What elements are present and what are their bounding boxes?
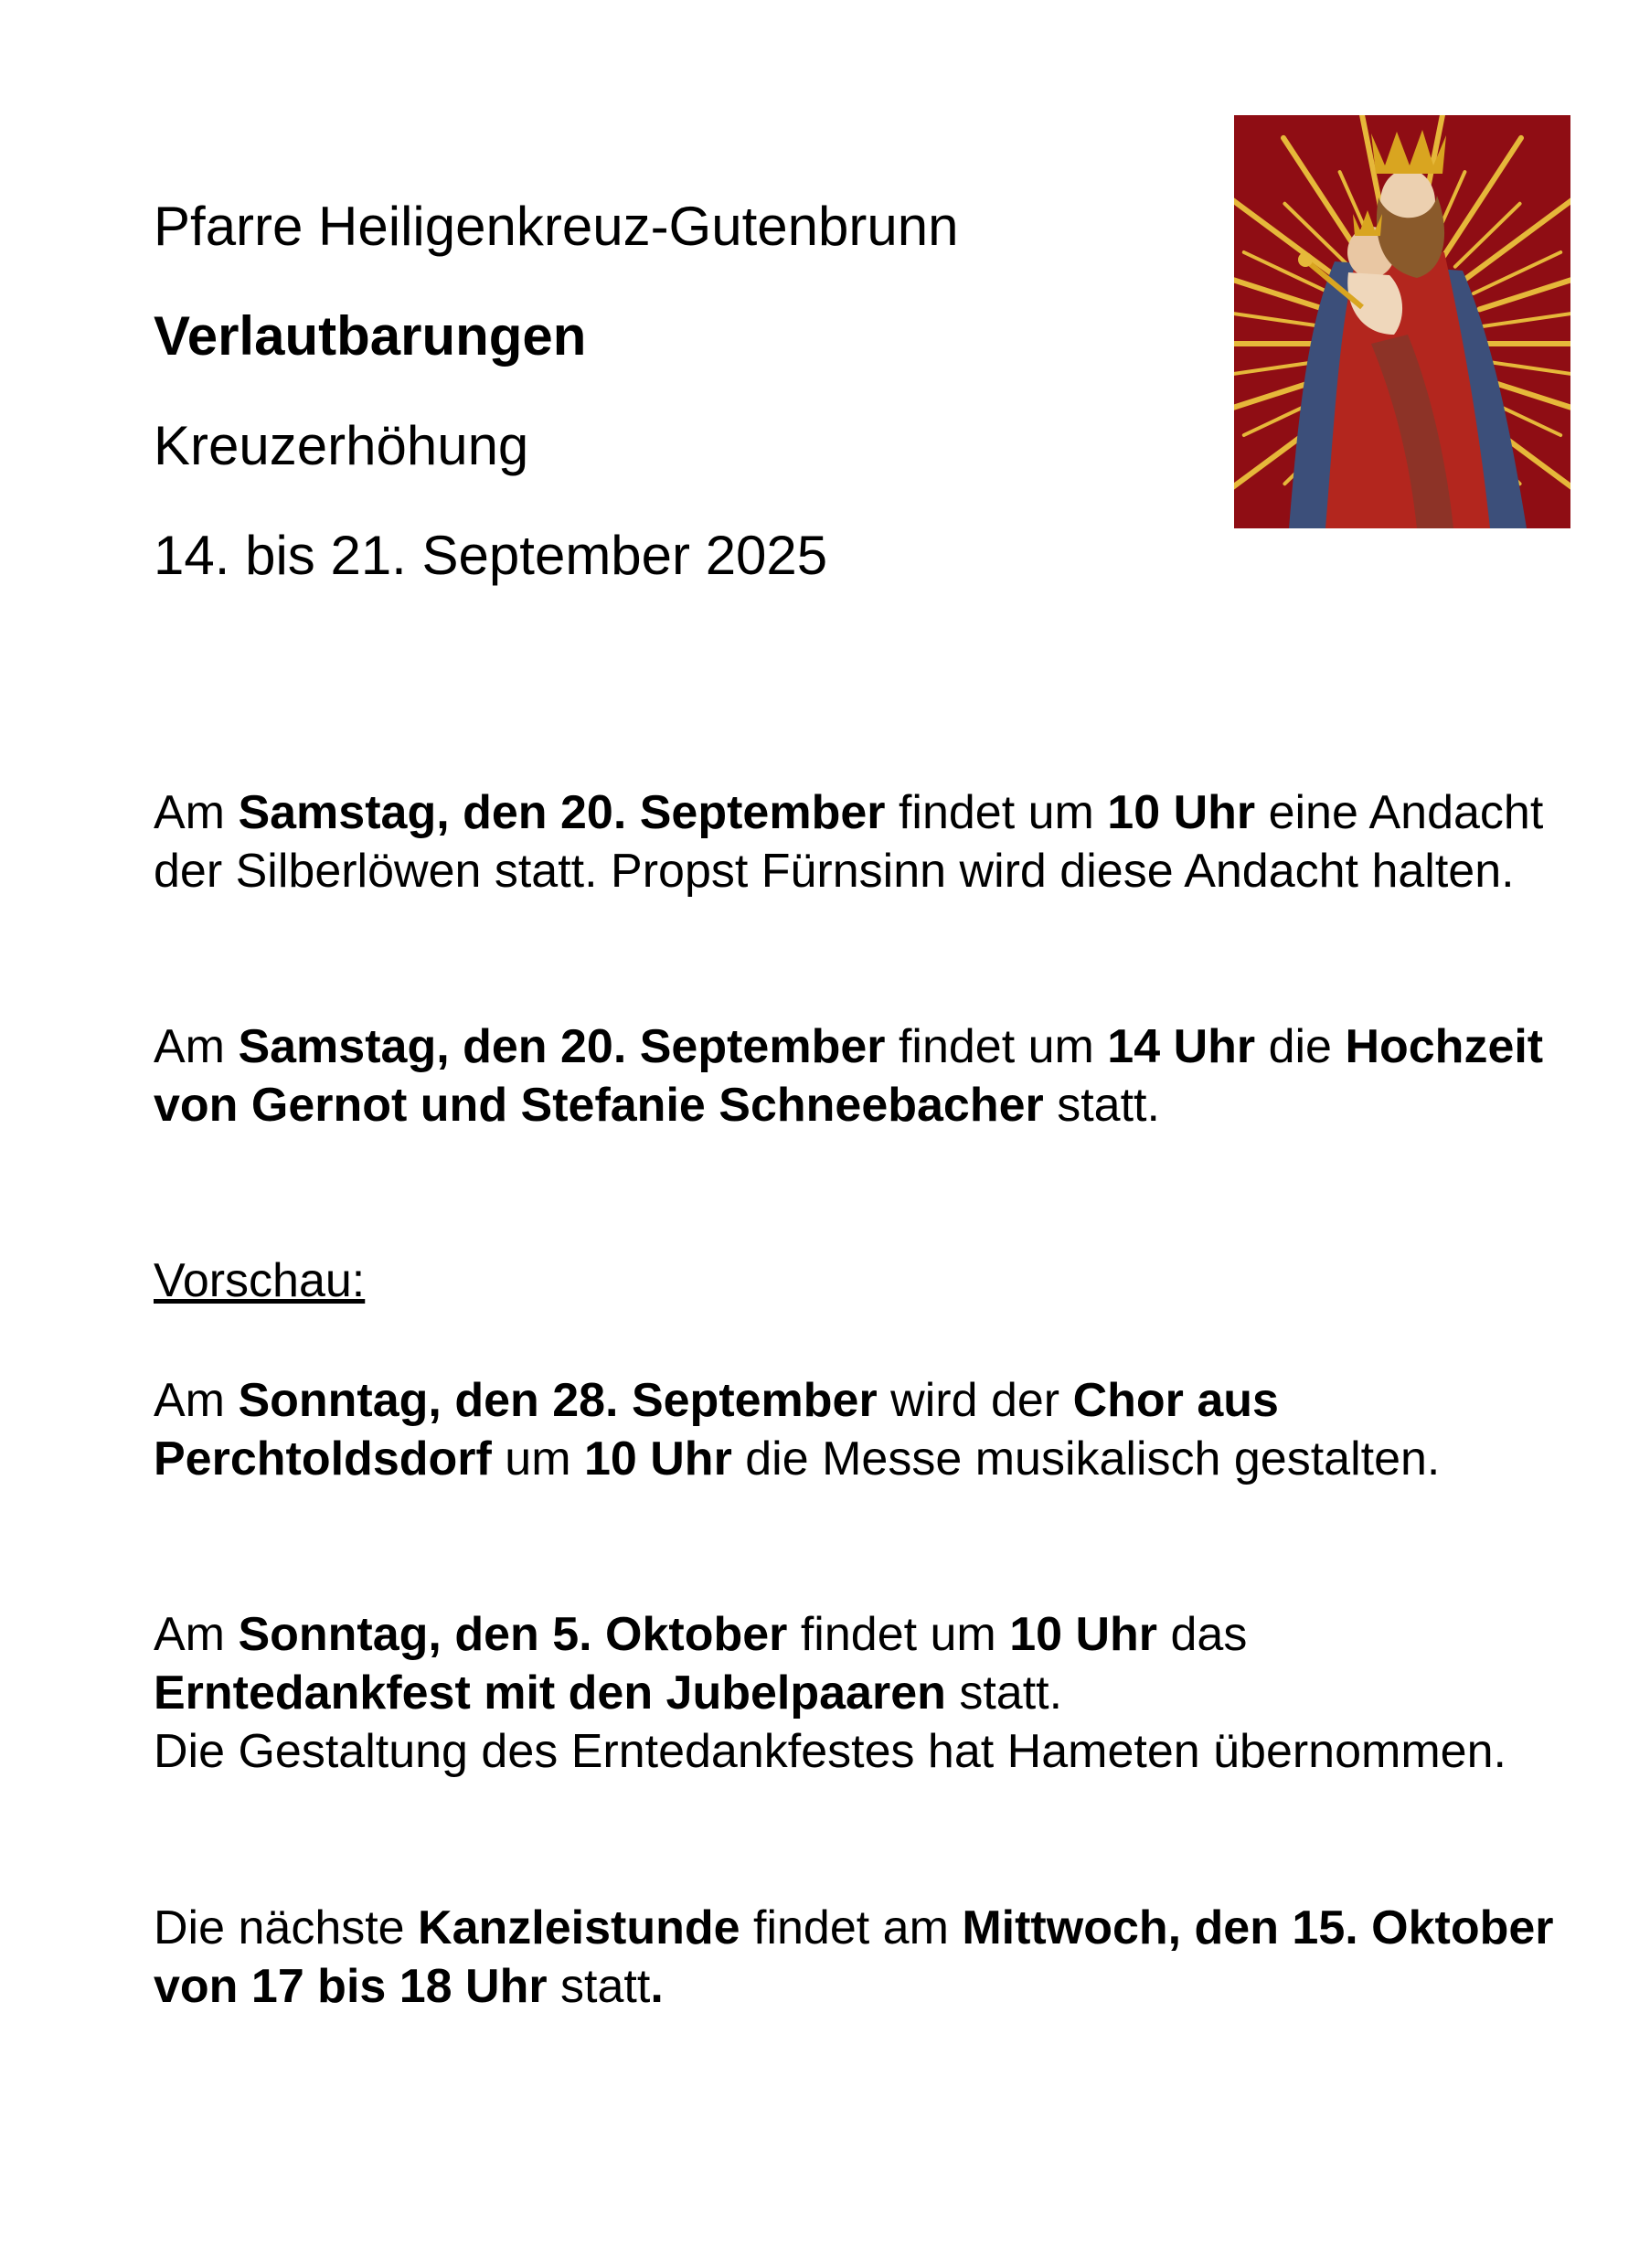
event-date: Samstag, den 20. September — [238, 786, 886, 839]
preview-office-hour — [154, 1899, 1561, 2016]
event-title: Hochzeit von Gernot und Stefanie Schneebacher — [154, 1020, 1544, 1132]
announcement-wedding — [154, 1017, 1561, 1134]
text: Die nächste — [154, 1901, 419, 1954]
madonna-with-child-statue-icon — [1234, 115, 1570, 528]
text: findet am — [740, 1901, 963, 1954]
text: findet um — [787, 1608, 1010, 1661]
event-title: Chor aus Perchtoldsdorf — [154, 1374, 1279, 1485]
text: Am — [154, 1374, 239, 1427]
text: findet um — [885, 1020, 1108, 1073]
text: um — [491, 1432, 584, 1485]
preview-heading: Vorschau: — [154, 1254, 366, 1307]
text: statt. — [1043, 1079, 1160, 1132]
date-range: 14. bis 21. September 2025 — [154, 525, 828, 586]
event-time: 14 Uhr — [1107, 1020, 1256, 1073]
text: die — [1255, 1020, 1346, 1073]
text: . — [650, 1960, 664, 2013]
document-title: Verlautbarungen — [154, 305, 587, 367]
text: eine Andacht der Silberlöwen statt. Propst Fürnsinn wird diese Andacht halten. — [154, 786, 1544, 898]
parish-name: Pfarre Heiligenkreuz-Gutenbrunn — [154, 196, 959, 257]
text: findet um — [885, 786, 1108, 839]
preview-choir — [154, 1371, 1561, 1488]
text: Am — [154, 1020, 239, 1073]
event-title: Kanzleistunde — [418, 1901, 740, 1954]
text: Die Gestaltung des Erntedankfestes hat Hameten übernommen. — [154, 1725, 1506, 1778]
event-date: Samstag, den 20. September — [238, 1020, 886, 1073]
event-time: 10 Uhr — [583, 1432, 732, 1485]
text: wird der — [877, 1374, 1073, 1427]
announcement-andacht — [154, 783, 1561, 900]
text: die Messe musikalisch gestalten. — [731, 1432, 1441, 1485]
event-date: Sonntag, den 5. Oktober — [238, 1608, 788, 1661]
feast-name: Kreuzerhöhung — [154, 415, 529, 476]
text: Am — [154, 1608, 239, 1661]
event-date: Mittwoch, den 15. Oktober von 17 bis 18 Uhr — [154, 1901, 1554, 2013]
text: statt. — [945, 1666, 1063, 1720]
madonna-image — [1234, 115, 1570, 528]
event-time: 10 Uhr — [1009, 1608, 1158, 1661]
text: Am — [154, 786, 239, 839]
text: das — [1157, 1608, 1248, 1661]
preview-harvest-festival — [154, 1605, 1561, 1781]
event-title: Erntedankfest mit den Jubelpaaren — [154, 1666, 946, 1720]
event-date: Sonntag, den 28. September — [238, 1374, 878, 1427]
event-time: 10 Uhr — [1107, 786, 1256, 839]
text: statt — [547, 1960, 651, 2013]
